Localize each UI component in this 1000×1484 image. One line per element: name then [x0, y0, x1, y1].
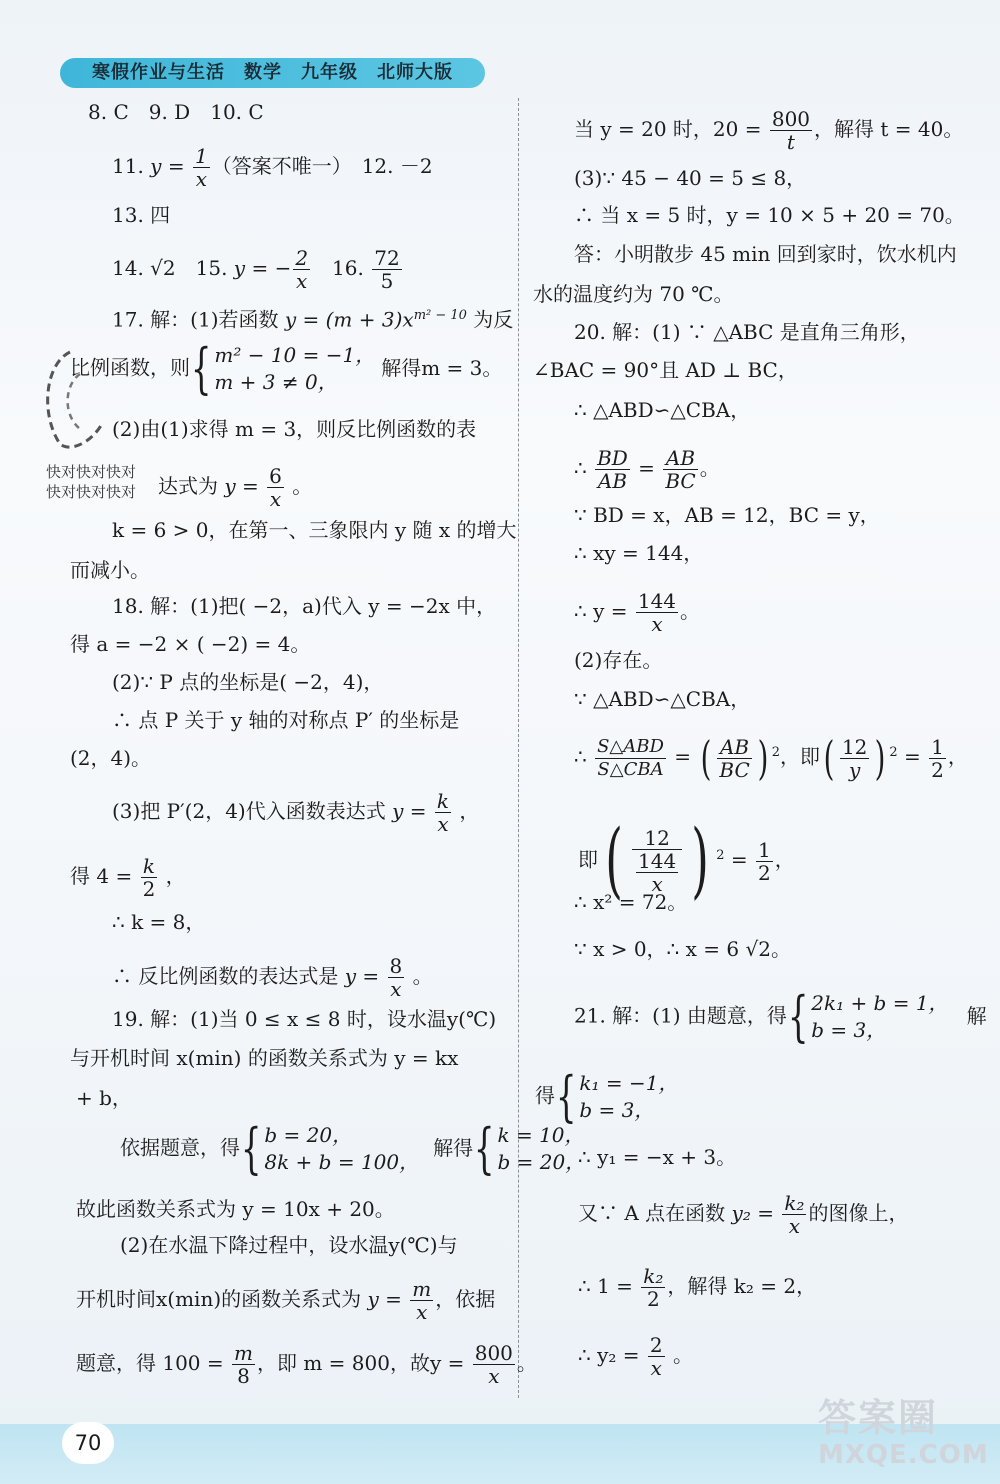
numerator: 8	[389, 954, 403, 978]
fraction	[388, 955, 405, 1000]
text: 11.	[112, 154, 151, 178]
numerator: m	[234, 1341, 253, 1365]
denominator: x	[416, 1300, 428, 1324]
q18-line-3: (2)∵ P 点的坐标是( −2，4)，	[112, 670, 384, 694]
fraction	[141, 855, 158, 900]
fraction	[648, 1334, 665, 1379]
text: ，依据	[435, 1287, 496, 1311]
text: ∴ y₂ =	[578, 1343, 646, 1367]
text: ∴ 反比例函数的表达式是	[112, 964, 345, 988]
fraction	[929, 736, 946, 781]
equation-system	[264, 1122, 419, 1176]
q18-line-1: 18. 解：(1)把( −2，a)代入 y = −2x 中，	[112, 594, 497, 618]
text: 解得m = 3。	[381, 355, 503, 380]
site-logo	[818, 1396, 989, 1470]
text: ，即	[779, 744, 820, 769]
q20-line-9: ∵ △ABD∽△CBA，	[574, 687, 751, 711]
text: 。	[406, 964, 433, 988]
text: ∴ 1 =	[578, 1274, 640, 1298]
text: 为反	[466, 307, 514, 332]
q21-line-6	[578, 1334, 693, 1379]
text: 比例函数，则	[70, 355, 190, 380]
text: y =	[392, 799, 433, 823]
text: 21. 解：(1) 由题意，得	[574, 1003, 787, 1028]
q20-line-10	[574, 731, 968, 785]
fraction	[372, 247, 401, 292]
text: ，即 m = 800，故y =	[256, 1351, 471, 1375]
equation: m + 3 ≠ 0，	[214, 370, 338, 394]
answer-line-14-16	[112, 247, 404, 292]
exponent: 2	[889, 744, 898, 760]
stamp-watermark-icon	[40, 344, 110, 454]
q18-line-9	[112, 955, 433, 1000]
numerator: 72	[374, 246, 400, 270]
fraction	[840, 736, 869, 781]
denominator: BC	[665, 469, 696, 493]
text: y = (m + 3)x	[284, 307, 414, 332]
q19-line-2: 与开机时间 x(min) 的函数关系式为 y = kx	[70, 1046, 459, 1070]
answer-line-11-12	[112, 145, 433, 190]
q19-line-5: 故此函数关系式为 y = 10x + 20。	[76, 1197, 395, 1221]
text: =	[667, 744, 698, 769]
numerator: 144	[638, 849, 677, 873]
denominator: 2	[646, 1287, 660, 1311]
numerator: AB	[717, 736, 751, 759]
q21-line-5	[578, 1265, 816, 1310]
q19-cont-line-3: ∴ 当 x = 5 时，y = 10 × 5 + 20 = 70。	[574, 203, 965, 227]
text: 14. √2 15.	[112, 256, 234, 280]
fraction	[636, 590, 678, 635]
equation: b = 3，	[811, 1018, 887, 1042]
q19-line-3: + b，	[76, 1086, 132, 1110]
text: 得	[535, 1083, 555, 1108]
q19-cont-line-4: 答：小明散步 45 min 回到家时，饮水机内	[574, 242, 957, 266]
q17-line-2	[70, 337, 503, 400]
equation: m² − 10 = −1，	[214, 343, 376, 367]
logo-url: MXQE.COM	[818, 1440, 989, 1470]
q17-line-4	[158, 465, 312, 510]
paren-glyph: )	[691, 813, 709, 908]
equation: b = 20，	[497, 1150, 586, 1174]
fraction	[232, 1342, 255, 1387]
fraction	[663, 447, 697, 492]
text: y =	[344, 964, 386, 988]
watermark-text: 快对快对快对	[46, 463, 137, 481]
equation-system	[214, 342, 375, 396]
equation-system	[811, 990, 948, 1044]
text: ，解得 k₂ = 2，	[667, 1274, 817, 1298]
text: ∴	[574, 456, 594, 480]
fraction	[293, 247, 310, 292]
text: 17. 解：(1)若函数	[112, 307, 285, 332]
numerator: 1	[931, 734, 944, 759]
q19-cont-line-2: (3)∵ 45 − 40 = 5 ≤ 8，	[574, 166, 807, 190]
q19-cont-line-1	[574, 108, 963, 153]
watermark-text: 快对快对快对	[46, 483, 137, 501]
equation: k₁ = −1，	[579, 1071, 679, 1095]
text: ∴	[574, 744, 594, 769]
text: （答案不唯一） 12. －2	[211, 154, 433, 178]
text: 。	[680, 599, 701, 623]
exponent: m² − 10	[413, 308, 467, 323]
equation: 8k + b = 100，	[264, 1150, 420, 1174]
q17-line-6: 而减小。	[70, 558, 150, 582]
numerator: 800	[474, 1341, 513, 1365]
text: =	[631, 456, 662, 480]
q20-line-7	[574, 590, 700, 635]
numerator: 144	[637, 589, 677, 613]
fraction	[435, 790, 451, 835]
q21-line-4	[578, 1192, 908, 1237]
text: 。	[699, 456, 720, 480]
text: ，	[453, 799, 480, 823]
equation: k = 10，	[497, 1123, 585, 1147]
q18-line-7	[70, 855, 186, 900]
exponent: 2	[716, 847, 725, 863]
denominator: x	[269, 487, 282, 511]
text: 得 4 =	[70, 864, 139, 888]
paren-glyph: )	[757, 731, 769, 785]
fraction	[770, 108, 812, 153]
q20-line-13: ∵ x > 0，∴ x = 6 √2。	[574, 937, 791, 961]
q19-line-1: 19. 解：(1)当 0 ≤ x ≤ 8 时，设水温y(℃)	[112, 1007, 497, 1031]
text: 即	[578, 847, 598, 872]
text: y =	[224, 474, 266, 498]
text: y =	[367, 1287, 409, 1311]
denominator: x	[195, 167, 207, 191]
q20-line-5: ∵ BD = x，AB = 12，BC = y，	[574, 503, 880, 527]
text: =	[724, 847, 754, 872]
text: 当 y = 20 时，20 =	[574, 117, 768, 141]
brace-glyph: {	[240, 1117, 262, 1180]
brace-glyph: {	[555, 1065, 577, 1128]
numerator: 1	[194, 144, 208, 168]
numerator: 12	[841, 734, 868, 759]
equation-system	[497, 1122, 585, 1176]
fraction	[595, 736, 666, 781]
paren-glyph: (	[605, 813, 623, 908]
text: ∴ y =	[574, 599, 634, 623]
fraction	[410, 1278, 433, 1323]
denominator: x	[296, 269, 308, 293]
q20-line-6: ∴ xy = 144，	[574, 541, 704, 565]
equation-system	[579, 1070, 678, 1124]
q18-line-5: (2，4)。	[70, 746, 152, 770]
paren-glyph: (	[823, 731, 835, 785]
denominator: t	[786, 130, 795, 154]
logo-title: 答案圈	[818, 1396, 939, 1440]
q17-line-5: k = 6 > 0，在第一、三象限内 y 随 x 的增大	[112, 518, 517, 542]
text: 。	[666, 1343, 693, 1367]
paren-glyph: (	[701, 731, 712, 785]
page-number: 70	[62, 1422, 114, 1464]
denominator: x	[437, 812, 449, 836]
denominator: S△CBA	[597, 758, 664, 780]
fraction	[193, 145, 210, 190]
denominator: 2	[931, 757, 944, 782]
column-divider	[518, 98, 519, 1398]
text: =	[161, 154, 191, 178]
brace-glyph: {	[473, 1117, 495, 1180]
fraction	[641, 1265, 665, 1310]
denominator: x	[650, 1356, 662, 1380]
equation: b = 3，	[579, 1098, 655, 1122]
text: 依据题意，得	[120, 1135, 240, 1160]
text: 解得	[433, 1135, 474, 1160]
numerator: BD	[597, 446, 628, 470]
q21-line-1	[574, 985, 987, 1048]
q19-line-8	[76, 1342, 537, 1387]
text: ，	[159, 864, 186, 888]
numerator: S△ABD	[597, 735, 664, 757]
text: =	[897, 744, 928, 769]
text: 开机时间x(min)的函数关系式为	[76, 1287, 368, 1311]
answer-line-8-10: 8. C 9. D 10. C	[88, 100, 264, 124]
q19-line-7	[76, 1278, 495, 1323]
brace-glyph: {	[190, 337, 212, 400]
text: 解	[966, 1003, 987, 1028]
q20-line-4	[574, 447, 720, 492]
numerator: 1	[757, 837, 771, 862]
text: y = −	[233, 256, 292, 280]
fraction	[782, 1192, 806, 1237]
brace-glyph: {	[787, 985, 809, 1048]
text: 达式为	[158, 474, 225, 498]
q18-line-4: ∴ 点 P 关于 y 轴的对称点 P′ 的坐标是	[112, 708, 460, 732]
equation: b = 20，	[264, 1123, 353, 1147]
numerator: k	[141, 855, 158, 878]
numerator: m	[412, 1277, 432, 1301]
fraction	[632, 827, 682, 895]
q19-cont-line-5: 水的温度约为 70 ℃。	[533, 282, 734, 306]
numerator: 6	[269, 464, 282, 488]
q17-line-1	[112, 301, 513, 335]
fraction	[756, 839, 773, 884]
text: 16.	[312, 256, 371, 280]
q20-line-3: ∴ △ABD∽△CBA，	[574, 398, 751, 422]
denominator: BC	[719, 757, 750, 782]
q20-line-2: ∠BAC = 90°且 AD ⊥ BC，	[533, 358, 798, 382]
q20-line-8: (2)存在。	[574, 648, 663, 672]
denominator: x	[390, 977, 402, 1001]
denominator: 8	[237, 1364, 250, 1388]
text: ，	[947, 744, 968, 769]
fraction	[717, 736, 751, 781]
fraction	[595, 447, 630, 492]
text: ，	[774, 847, 795, 872]
denominator: x	[651, 612, 663, 636]
q18-line-8: ∴ k = 8，	[112, 910, 206, 934]
text: y₂ =	[731, 1201, 781, 1225]
paren-glyph: )	[874, 731, 886, 785]
q17-line-3: (2)由(1)求得 m = 3，则反比例函数的表	[112, 417, 477, 441]
denominator: 2	[142, 877, 156, 901]
numerator: 12	[632, 827, 682, 850]
q18-line-6	[112, 790, 479, 835]
denominator: x	[488, 1364, 500, 1388]
text: 又∵ A 点在函数	[578, 1201, 732, 1225]
q20-line-12: ∴ x² = 72。	[574, 890, 688, 914]
numerator: 2	[295, 246, 309, 270]
q21-line-3: ∴ y₁ = −x + 3。	[578, 1145, 737, 1169]
equation: 2k₁ + b = 1，	[811, 991, 949, 1015]
text: 的图像上，	[808, 1201, 909, 1225]
numerator: AB	[663, 447, 697, 470]
denominator: x	[651, 872, 663, 896]
text: 。	[285, 474, 313, 498]
text: ，解得 t = 40。	[814, 117, 964, 141]
exponent: 2	[771, 744, 780, 760]
header-title: 寒假作业与生活 数学 九年级 北师大版	[60, 58, 485, 88]
numerator: k₂	[643, 1264, 664, 1288]
text: (3)把 P′(2，4)代入函数表达式	[112, 799, 393, 823]
answer-line-13: 13. 四	[112, 203, 171, 227]
numerator: k₂	[784, 1191, 805, 1215]
text: 。	[516, 1351, 537, 1375]
numerator: 800	[771, 107, 811, 131]
denominator: AB	[597, 469, 628, 493]
q19-line-6: (2)在水温下降过程中，设水温y(℃)与	[120, 1233, 458, 1257]
text: 题意，得 100 =	[76, 1351, 231, 1375]
fraction	[473, 1342, 515, 1387]
numerator: k	[436, 789, 450, 813]
denominator: 2	[757, 860, 771, 885]
text: y	[150, 154, 162, 178]
denominator: 5	[380, 269, 394, 293]
fraction	[267, 465, 284, 510]
q18-line-2: 得 a = −2 × ( −2) = 4。	[70, 632, 311, 656]
q21-line-2	[535, 1065, 679, 1128]
q19-line-4	[120, 1117, 586, 1180]
q20-line-1: 20. 解：(1) ∵ △ABC 是直角三角形，	[574, 320, 920, 344]
denominator: x	[788, 1214, 801, 1238]
numerator: 2	[649, 1333, 663, 1357]
denominator: y	[849, 757, 861, 782]
